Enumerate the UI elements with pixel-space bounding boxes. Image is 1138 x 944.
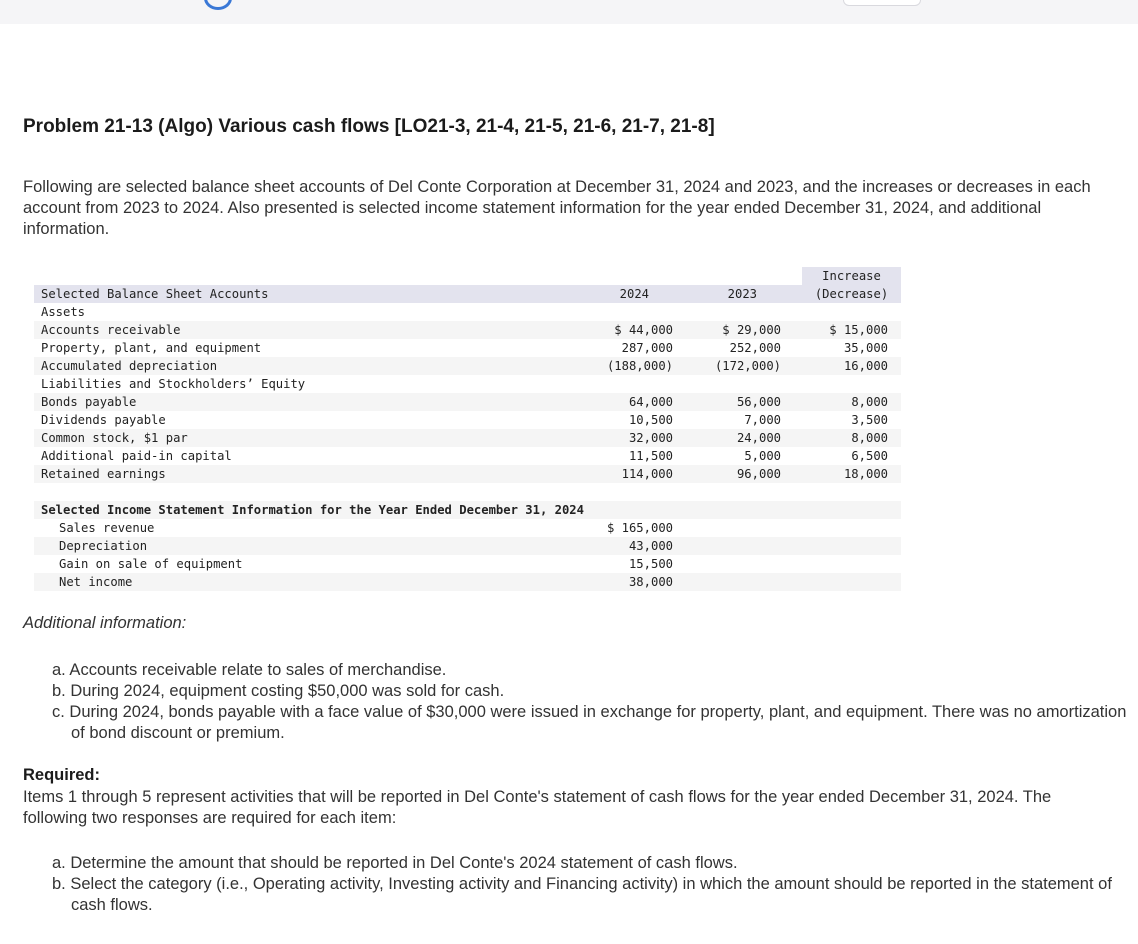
row-label: Accounts receivable — [41, 323, 181, 337]
value-2024: (188,000) — [606, 359, 673, 373]
top-toolbar — [0, 0, 1138, 24]
income-statement-header: Selected Income Statement Information for the Year Ended December 31, 2024 — [41, 503, 584, 517]
row-label: Additional paid-in capital — [41, 449, 232, 463]
table-row — [34, 555, 901, 573]
value-2023: 7,000 — [744, 413, 781, 427]
list-item: a. Accounts receivable relate to sales of merchandise. — [52, 661, 447, 679]
value-2024: 38,000 — [628, 575, 673, 589]
row-label: Bonds payable — [41, 395, 137, 409]
value-2023: (172,000) — [714, 359, 781, 373]
additional-info-list — [52, 660, 1127, 744]
value-increase: 3,500 — [851, 413, 888, 427]
value-2023: 5,000 — [744, 449, 781, 463]
row-label: Depreciation — [59, 539, 148, 553]
section-row-liabilities — [34, 375, 901, 393]
section-label: Assets — [41, 305, 86, 319]
required-text: Items 1 through 5 represent activities that will be reported in Del Conte's statement of cash flows for the year ended December 31, 2024. The following two responses are required for each item: — [23, 788, 1052, 827]
table-row — [34, 519, 901, 537]
row-label: Property, plant, and equipment — [41, 341, 262, 355]
value-2023: 252,000 — [729, 341, 781, 355]
income-statement-header-row — [34, 501, 901, 519]
value-2024: 64,000 — [628, 395, 673, 409]
toolbar-button[interactable] — [843, 0, 921, 6]
value-2024: $ 44,000 — [614, 323, 673, 337]
col-header-decrease: (Decrease) — [814, 287, 889, 301]
table-spacer — [34, 483, 901, 501]
value-increase: 8,000 — [851, 431, 888, 445]
table-row — [34, 573, 901, 591]
value-2023: 24,000 — [736, 431, 781, 445]
table-row — [34, 411, 901, 429]
table-row — [34, 321, 901, 339]
problem-title: Problem 21-13 (Algo) Various cash flows [LO21-3, 21-4, 21-5, 21-6, 21-7, 21-8] — [23, 116, 715, 137]
additional-info-label: Additional information: — [23, 614, 187, 632]
row-label: Accumulated depreciation — [41, 359, 218, 373]
section-row-assets — [34, 303, 901, 321]
value-2023: 56,000 — [736, 395, 781, 409]
value-2023: 96,000 — [736, 467, 781, 481]
row-label: Common stock, $1 par — [41, 431, 188, 445]
progress-ring-icon — [204, 0, 232, 10]
value-2024: 15,500 — [628, 557, 673, 571]
value-increase: 8,000 — [851, 395, 888, 409]
row-label: Net income — [59, 575, 133, 589]
table-row — [34, 357, 901, 375]
value-increase: 6,500 — [851, 449, 888, 463]
table-row — [34, 429, 901, 447]
row-label: Retained earnings — [41, 467, 166, 481]
value-increase: 35,000 — [843, 341, 888, 355]
table-header-row — [34, 285, 901, 303]
row-label: Dividends payable — [41, 413, 166, 427]
value-increase: 18,000 — [843, 467, 888, 481]
table-row — [34, 447, 901, 465]
required-label: Required: — [23, 766, 101, 784]
value-2024: 32,000 — [628, 431, 673, 445]
value-2024: $ 165,000 — [606, 521, 673, 535]
value-increase: 16,000 — [843, 359, 888, 373]
table-row — [34, 393, 901, 411]
col-header-increase: Increase — [822, 269, 881, 283]
row-label: Gain on sale of equipment — [59, 557, 243, 571]
section-label: Liabilities and Stockholders’ Equity — [41, 377, 306, 391]
list-item: c. During 2024, bonds payable with a face value of $30,000 were issued in exchange for property, plant, and equipment. There was no amortization of bond discount or premium. — [52, 703, 1127, 742]
value-2024: 114,000 — [621, 467, 673, 481]
value-2024: 287,000 — [621, 341, 673, 355]
table-row — [34, 537, 901, 555]
problem-intro: Following are selected balance sheet accounts of Del Conte Corporation at December 31, 2024 and 2023, and the increases or decreases in each account from 2023 to 2024. Also presented is selected income statement information for the year ended December 31, 2024, and additional information. — [23, 178, 1091, 238]
value-2024: 43,000 — [628, 539, 673, 553]
value-2023: $ 29,000 — [722, 323, 781, 337]
row-label: Sales revenue — [59, 521, 155, 535]
col-header-2024: 2024 — [619, 287, 649, 301]
table-row — [34, 339, 901, 357]
required-list — [52, 853, 1127, 916]
table-row — [34, 465, 901, 483]
value-2024: 10,500 — [628, 413, 673, 427]
value-increase: $ 15,000 — [829, 323, 888, 337]
value-2024: 11,500 — [628, 449, 673, 463]
col-header-accounts: Selected Balance Sheet Accounts — [41, 287, 269, 301]
list-item: b. Select the category (i.e., Operating activity, Investing activity and Financing activity) in which the amount should be reported in the statement of cash flows. — [52, 875, 1112, 914]
balance-sheet-table — [34, 267, 901, 591]
table-header-top-row — [34, 267, 901, 285]
list-item: a. Determine the amount that should be reported in Del Conte's 2024 statement of cash flows. — [52, 854, 738, 872]
list-item: b. During 2024, equipment costing $50,000 was sold for cash. — [52, 682, 505, 700]
col-header-2023: 2023 — [727, 287, 757, 301]
